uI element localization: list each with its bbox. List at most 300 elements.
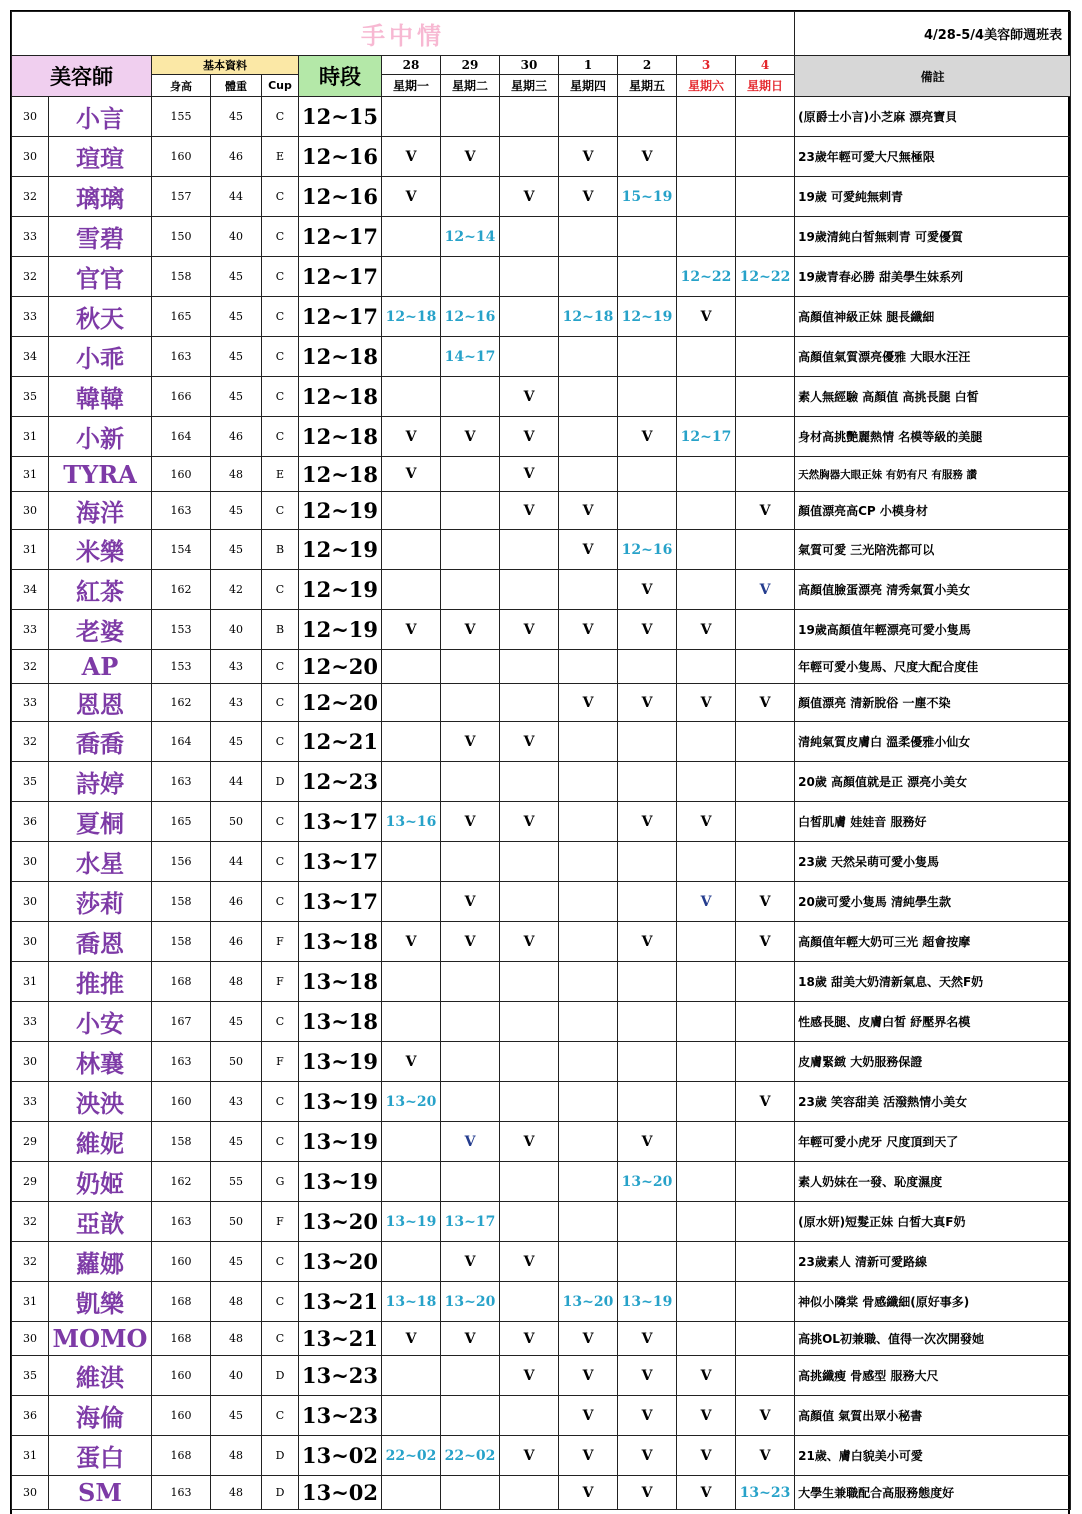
weight-cell: 45	[211, 1122, 262, 1162]
schedule-cell	[736, 217, 795, 257]
time-slot-cell: 12~23	[299, 762, 382, 802]
schedule-cell	[441, 1396, 500, 1436]
schedule-cell: V	[618, 570, 677, 610]
schedule-cell	[559, 257, 618, 297]
table-row	[12, 1082, 1071, 1122]
schedule-cell	[736, 297, 795, 337]
schedule-cell: V	[677, 1476, 736, 1510]
weight-cell: 48	[211, 1476, 262, 1510]
schedule-cell	[677, 97, 736, 137]
header-weekday: 星期六	[677, 75, 736, 97]
schedule-cell	[677, 962, 736, 1002]
beautician-name: 喬喬	[49, 722, 152, 762]
schedule-cell	[736, 1042, 795, 1082]
header-weight: 體重	[211, 75, 262, 97]
schedule-cell	[559, 1202, 618, 1242]
cup-cell: D	[262, 1356, 299, 1396]
schedule-cell	[500, 650, 559, 684]
schedule-cell: V	[441, 417, 500, 457]
height-cell: 162	[152, 684, 211, 722]
age-cell: 32	[12, 722, 49, 762]
time-slot-cell: 12~19	[299, 492, 382, 530]
cup-cell: C	[262, 217, 299, 257]
schedule-cell	[559, 97, 618, 137]
time-slot-cell: 12~18	[299, 377, 382, 417]
schedule-cell: V	[500, 1242, 559, 1282]
schedule-cell: V	[736, 684, 795, 722]
height-cell: 155	[152, 97, 211, 137]
schedule-cell	[559, 882, 618, 922]
schedule-cell	[382, 882, 441, 922]
cup-cell: F	[262, 1202, 299, 1242]
beautician-name: 莎莉	[49, 882, 152, 922]
age-cell: 30	[12, 1476, 49, 1510]
height-cell: 162	[152, 570, 211, 610]
cup-cell: D	[262, 762, 299, 802]
schedule-cell: V	[500, 1322, 559, 1356]
schedule-cell	[736, 842, 795, 882]
schedule-cell	[559, 417, 618, 457]
schedule-cell: V	[559, 1356, 618, 1396]
schedule-cell: V	[500, 802, 559, 842]
schedule-cell: V	[618, 922, 677, 962]
schedule-cell	[618, 762, 677, 802]
table-row	[12, 684, 1071, 722]
beautician-name: 海倫	[49, 1396, 152, 1436]
time-slot-cell: 12~20	[299, 650, 382, 684]
schedule-cell	[618, 650, 677, 684]
cup-cell: B	[262, 530, 299, 570]
schedule-cell	[677, 1082, 736, 1122]
schedule-cell	[677, 1242, 736, 1282]
time-slot-cell: 13~19	[299, 1122, 382, 1162]
schedule-cell: V	[618, 1436, 677, 1476]
schedule-cell	[736, 530, 795, 570]
schedule-cell: V	[382, 922, 441, 962]
schedule-cell	[736, 1002, 795, 1042]
cup-cell: C	[262, 1322, 299, 1356]
schedule-cell: V	[382, 177, 441, 217]
note-cell: 19歲青春必勝 甜美學生妹系列	[795, 257, 1071, 297]
table-row	[12, 1002, 1071, 1042]
note-cell: 性感長腿、皮膚白皙 紓壓界名模	[795, 1002, 1071, 1042]
schedule-cell	[736, 722, 795, 762]
schedule-cell: V	[559, 492, 618, 530]
schedule-cell: V	[618, 684, 677, 722]
beautician-name: 米樂	[49, 530, 152, 570]
age-cell: 36	[12, 802, 49, 842]
note-cell: 高顏值臉蛋漂亮 清秀氣質小美女	[795, 570, 1071, 610]
schedule-cell	[500, 570, 559, 610]
schedule-cell	[500, 684, 559, 722]
age-cell: 32	[12, 257, 49, 297]
cup-cell: F	[262, 922, 299, 962]
height-cell: 168	[152, 962, 211, 1002]
schedule-cell	[382, 377, 441, 417]
table-row	[12, 217, 1071, 257]
schedule-cell	[618, 377, 677, 417]
cup-cell: C	[262, 684, 299, 722]
beautician-name: 維淇	[49, 1356, 152, 1396]
table-row	[12, 802, 1071, 842]
age-cell: 30	[12, 1322, 49, 1356]
schedule-cell: V	[677, 1396, 736, 1436]
height-cell: 158	[152, 257, 211, 297]
age-cell: 34	[12, 570, 49, 610]
schedule-cell: V	[618, 1396, 677, 1436]
header-weekday: 星期五	[618, 75, 677, 97]
weight-cell: 48	[211, 1436, 262, 1476]
height-cell: 163	[152, 1042, 211, 1082]
age-cell: 32	[12, 177, 49, 217]
schedule-cell	[677, 492, 736, 530]
schedule-cell	[736, 1356, 795, 1396]
schedule-cell	[441, 492, 500, 530]
table-row	[12, 377, 1071, 417]
header-beautician: 美容師	[12, 56, 152, 97]
cup-cell: C	[262, 570, 299, 610]
time-slot-cell: 13~18	[299, 962, 382, 1002]
weight-cell: 48	[211, 457, 262, 492]
schedule-cell	[441, 457, 500, 492]
schedule-cell	[559, 337, 618, 377]
note-cell: 高顏值年輕大奶可三光 超會按摩	[795, 922, 1071, 962]
schedule-cell	[382, 722, 441, 762]
schedule-cell: V	[441, 610, 500, 650]
beautician-name: 水星	[49, 842, 152, 882]
time-slot-cell: 13~19	[299, 1042, 382, 1082]
schedule-cell	[677, 457, 736, 492]
schedule-cell	[736, 1122, 795, 1162]
beautician-name: 蛋白	[49, 1436, 152, 1476]
height-cell: 163	[152, 492, 211, 530]
schedule-cell	[677, 842, 736, 882]
note-cell: 顏值漂亮 清新脫俗 一塵不染	[795, 684, 1071, 722]
schedule-cell: 13~20	[441, 1282, 500, 1322]
schedule-cell: V	[618, 1476, 677, 1510]
note-cell: (原爵士小言)小芝麻 漂亮寶貝	[795, 97, 1071, 137]
age-cell: 36	[12, 1396, 49, 1436]
header-basic-info: 基本資料	[152, 56, 299, 75]
schedule-cell	[500, 1042, 559, 1082]
note-cell: 身材高挑艷麗熱情 名模等級的美腿	[795, 417, 1071, 457]
weight-cell: 45	[211, 1396, 262, 1436]
schedule-cell	[382, 337, 441, 377]
age-cell: 33	[12, 1002, 49, 1042]
height-cell: 158	[152, 882, 211, 922]
note-cell: 23歲 天然呆萌可愛小隻馬	[795, 842, 1071, 882]
schedule-cell	[500, 1162, 559, 1202]
time-slot-cell: 12~17	[299, 257, 382, 297]
schedule-cell	[500, 297, 559, 337]
age-cell: 32	[12, 1202, 49, 1242]
height-cell: 153	[152, 650, 211, 684]
schedule-cell	[736, 762, 795, 802]
age-cell: 30	[12, 922, 49, 962]
table-row	[12, 962, 1071, 1002]
schedule-cell: V	[441, 1242, 500, 1282]
age-cell: 29	[12, 1162, 49, 1202]
schedule-cell	[382, 492, 441, 530]
schedule-cell: 13~23	[736, 1476, 795, 1510]
schedule-cell	[382, 1122, 441, 1162]
table-row	[12, 722, 1071, 762]
schedule-cell	[500, 1396, 559, 1436]
cup-cell: C	[262, 417, 299, 457]
cup-cell: C	[262, 1396, 299, 1436]
schedule-cell	[559, 570, 618, 610]
note-cell: 高挑纖瘦 骨感型 服務大尺	[795, 1356, 1071, 1396]
schedule-cell	[677, 570, 736, 610]
beautician-name: 夏桐	[49, 802, 152, 842]
schedule-cell: V	[677, 684, 736, 722]
schedule-cell	[559, 802, 618, 842]
header-weekday: 星期日	[736, 75, 795, 97]
schedule-cell: V	[382, 1042, 441, 1082]
schedule-cell	[736, 457, 795, 492]
schedule-cell: 12~17	[677, 417, 736, 457]
age-cell: 30	[12, 882, 49, 922]
schedule-cell	[736, 1202, 795, 1242]
height-cell: 160	[152, 1396, 211, 1436]
header-height: 身高	[152, 75, 211, 97]
weight-cell: 45	[211, 1002, 262, 1042]
age-cell: 32	[12, 1242, 49, 1282]
schedule-cell: V	[559, 1322, 618, 1356]
height-cell: 163	[152, 1202, 211, 1242]
height-cell: 168	[152, 1436, 211, 1476]
schedule-cell	[736, 137, 795, 177]
beautician-name: SM	[49, 1476, 152, 1510]
table-row	[12, 1396, 1071, 1436]
schedule-cell	[382, 97, 441, 137]
schedule-cell: 12~22	[677, 257, 736, 297]
schedule-cell	[736, 377, 795, 417]
time-slot-cell: 13~19	[299, 1162, 382, 1202]
table-row	[12, 417, 1071, 457]
table-row	[12, 1436, 1071, 1476]
cup-cell: F	[262, 962, 299, 1002]
beautician-name: 韓韓	[49, 377, 152, 417]
schedule-cell: V	[677, 297, 736, 337]
schedule-cell	[500, 1002, 559, 1042]
time-slot-cell: 13~23	[299, 1396, 382, 1436]
schedule-cell: V	[500, 1122, 559, 1162]
height-cell: 160	[152, 1242, 211, 1282]
beautician-name: MOMO	[49, 1322, 152, 1356]
beautician-name: 奶姬	[49, 1162, 152, 1202]
age-cell: 30	[12, 842, 49, 882]
schedule-cell: 15~19	[618, 177, 677, 217]
cup-cell: C	[262, 97, 299, 137]
schedule-cell: V	[500, 722, 559, 762]
beautician-name: 官官	[49, 257, 152, 297]
schedule-cell: V	[677, 882, 736, 922]
beautician-name: 雪碧	[49, 217, 152, 257]
schedule-cell: 12~16	[441, 297, 500, 337]
age-cell: 33	[12, 217, 49, 257]
weight-cell: 43	[211, 650, 262, 684]
schedule-cell: V	[500, 492, 559, 530]
schedule-cell	[500, 1476, 559, 1510]
schedule-cell	[618, 722, 677, 762]
schedule-cell: V	[618, 1122, 677, 1162]
weight-cell: 45	[211, 492, 262, 530]
beautician-name: 喬恩	[49, 922, 152, 962]
weight-cell: 40	[211, 217, 262, 257]
header-date: 3	[677, 56, 736, 75]
time-slot-cell: 13~02	[299, 1436, 382, 1476]
beautician-name: 老婆	[49, 610, 152, 650]
table-row	[12, 570, 1071, 610]
schedule-cell	[559, 1242, 618, 1282]
time-slot-cell: 13~17	[299, 882, 382, 922]
beautician-name: AP	[49, 650, 152, 684]
weight-cell: 50	[211, 1042, 262, 1082]
note-cell: 白皙肌膚 娃娃音 服務好	[795, 802, 1071, 842]
schedule-cell: 14~17	[441, 337, 500, 377]
schedule-cell	[559, 1002, 618, 1042]
schedule-table	[11, 11, 1071, 1510]
cup-cell: C	[262, 802, 299, 842]
cup-cell: D	[262, 1436, 299, 1476]
weight-cell: 44	[211, 177, 262, 217]
schedule-cell	[441, 177, 500, 217]
note-cell: 神似小隣棠 骨感纖細(原好事多)	[795, 1282, 1071, 1322]
note-cell: 氣質可愛 三光陪洗都可以	[795, 530, 1071, 570]
header-date: 29	[441, 56, 500, 75]
schedule-cell: 22~02	[382, 1436, 441, 1476]
table-row	[12, 492, 1071, 530]
note-cell: 19歲清純白皙無剌青 可愛優質	[795, 217, 1071, 257]
schedule-cell: 13~20	[382, 1082, 441, 1122]
schedule-cell	[382, 570, 441, 610]
schedule-cell: V	[559, 1436, 618, 1476]
time-slot-cell: 12~19	[299, 530, 382, 570]
beautician-name: 亞歆	[49, 1202, 152, 1242]
table-row	[12, 610, 1071, 650]
beautician-name: TYRA	[49, 457, 152, 492]
note-cell: 顏值漂亮高CP 小模身材	[795, 492, 1071, 530]
schedule-cell	[382, 217, 441, 257]
beautician-name: 恩恩	[49, 684, 152, 722]
schedule-cell	[618, 257, 677, 297]
weight-cell: 48	[211, 962, 262, 1002]
schedule-cell: V	[500, 177, 559, 217]
table-row	[12, 177, 1071, 217]
schedule-cell	[677, 530, 736, 570]
schedule-cell	[736, 650, 795, 684]
time-slot-cell: 12~18	[299, 337, 382, 377]
height-cell: 166	[152, 377, 211, 417]
table-row	[12, 1476, 1071, 1510]
schedule-cell	[559, 377, 618, 417]
schedule-cell	[559, 217, 618, 257]
beautician-name: 璃璃	[49, 177, 152, 217]
schedule-cell	[441, 257, 500, 297]
height-cell: 163	[152, 1476, 211, 1510]
schedule-cell	[677, 1322, 736, 1356]
schedule-cell	[500, 1202, 559, 1242]
header-time-slot: 時段	[299, 56, 382, 97]
schedule-cell	[441, 762, 500, 802]
weight-cell: 45	[211, 257, 262, 297]
schedule-cell	[736, 337, 795, 377]
schedule-cell	[500, 1082, 559, 1122]
beautician-name: 瑄瑄	[49, 137, 152, 177]
table-row	[12, 1282, 1071, 1322]
schedule-cell	[382, 842, 441, 882]
schedule-cell: V	[382, 610, 441, 650]
schedule-cell	[736, 1322, 795, 1356]
schedule-cell: V	[500, 377, 559, 417]
schedule-cell	[382, 257, 441, 297]
weight-cell: 45	[211, 1242, 262, 1282]
schedule-cell: V	[382, 457, 441, 492]
schedule-cell	[677, 1042, 736, 1082]
schedule-cell	[382, 684, 441, 722]
age-cell: 35	[12, 377, 49, 417]
note-cell: 高挑OL初兼職、值得一次次開發她	[795, 1322, 1071, 1356]
schedule-cell	[559, 922, 618, 962]
time-slot-cell: 12~19	[299, 610, 382, 650]
weight-cell: 46	[211, 922, 262, 962]
schedule-cell: 12~19	[618, 297, 677, 337]
table-row	[12, 1202, 1071, 1242]
cup-cell: E	[262, 457, 299, 492]
schedule-cell	[618, 492, 677, 530]
header-date: 4	[736, 56, 795, 75]
schedule-cell: V	[736, 922, 795, 962]
schedule-cell: 13~17	[441, 1202, 500, 1242]
schedule-cell	[441, 1356, 500, 1396]
schedule-cell: V	[618, 417, 677, 457]
schedule-cell: V	[736, 1436, 795, 1476]
schedule-cell	[382, 650, 441, 684]
time-slot-cell: 12~16	[299, 137, 382, 177]
schedule-cell: V	[382, 137, 441, 177]
beautician-name: 林襄	[49, 1042, 152, 1082]
schedule-cell	[618, 97, 677, 137]
cup-cell: C	[262, 257, 299, 297]
weight-cell: 42	[211, 570, 262, 610]
schedule-cell: V	[559, 684, 618, 722]
schedule-cell	[500, 530, 559, 570]
time-slot-cell: 13~20	[299, 1242, 382, 1282]
schedule-cell	[677, 650, 736, 684]
schedule-cell	[500, 97, 559, 137]
schedule-cell: V	[618, 137, 677, 177]
weight-cell: 55	[211, 1162, 262, 1202]
age-cell: 32	[12, 650, 49, 684]
note-cell: 素人無經驗 高顏值 高挑長腿 白皙	[795, 377, 1071, 417]
time-slot-cell: 12~17	[299, 217, 382, 257]
header-date: 28	[382, 56, 441, 75]
height-cell: 168	[152, 1322, 211, 1356]
schedule-cell	[382, 530, 441, 570]
beautician-name: 小安	[49, 1002, 152, 1042]
note-cell: 19歲高顏值年輕漂亮可愛小隻馬	[795, 610, 1071, 650]
header-weekday: 星期二	[441, 75, 500, 97]
weight-cell: 45	[211, 297, 262, 337]
age-cell: 33	[12, 1082, 49, 1122]
time-slot-cell: 13~23	[299, 1356, 382, 1396]
schedule-cell	[677, 137, 736, 177]
weight-cell: 46	[211, 882, 262, 922]
cup-cell: C	[262, 1002, 299, 1042]
height-cell: 163	[152, 337, 211, 377]
header-notes: 備註	[795, 56, 1071, 97]
